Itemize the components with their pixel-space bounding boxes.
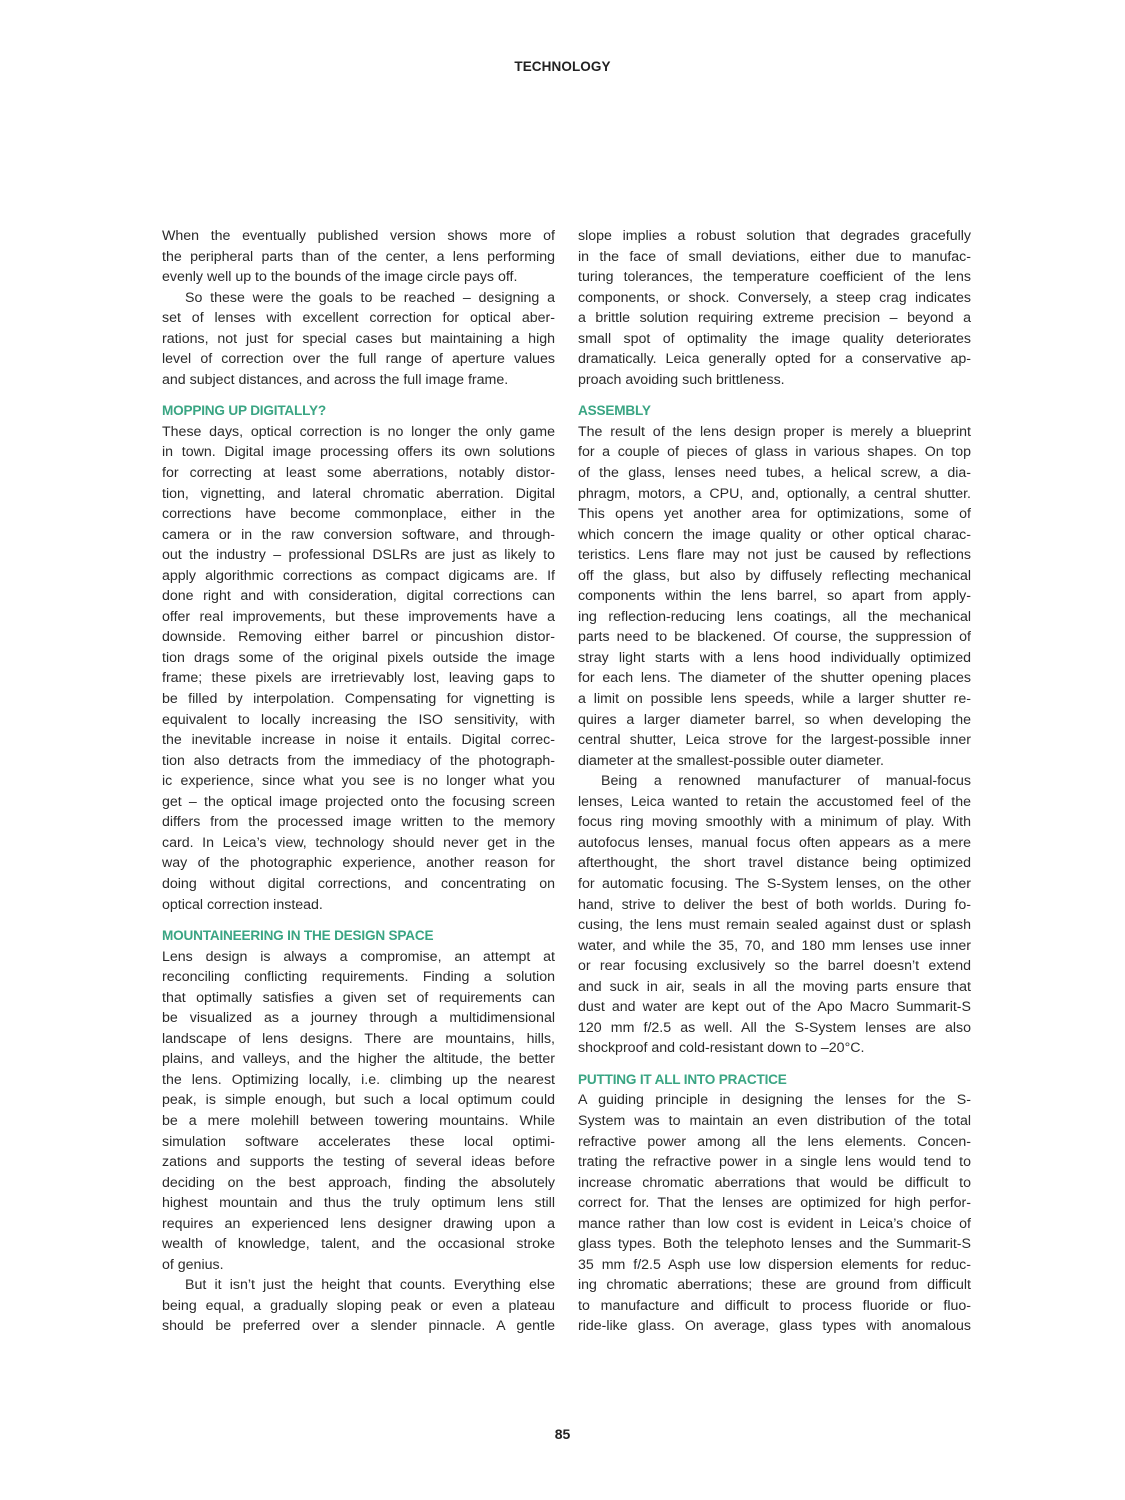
text-line: a brittle solution requiring extreme precision – beyond a [578,310,971,327]
text-line: focus ring moving smoothly with a minimum of play. With [578,814,971,831]
text-line: downside. Removing either barrel or pincushion distor- [162,629,555,646]
text-line: deciding on the best approach, finding the absolutely [162,1174,555,1191]
paragraph [162,226,555,288]
text-line: phragm, motors, a CPU, and, optionally, a central shutter. [578,485,971,502]
text-line: for correcting at least some aberrations, notably distor- [162,465,555,482]
text-line: ic experience, since what you see is no longer what you [162,773,555,790]
text-line: set of lenses with excellent correction for optical aber- [162,310,555,327]
page-number: 85 [554,1426,571,1442]
text-line: apply algorithmic corrections as compact digicams are. If [162,567,555,584]
text-line: landscape of lens designs. There are mountains, hills, [162,1030,555,1047]
text-line: for automatic focusing. The S-System lenses, on the other [578,875,971,892]
text-line: camera or in the raw conversion software, and through- [162,526,555,543]
text-line: increase chromatic aberrations that would be difficult to [578,1174,971,1191]
text-line: ing reflection-reducing lens coatings, all the mechanical [578,608,971,625]
text-line: for each lens. The diameter of the shutter opening places [578,670,971,687]
text-line: 35 mm f/2.5 Asph use low dispersion elements for reduc- [578,1256,971,1273]
text-line: way of the photographic experience, another reason for [162,855,555,872]
text-line: autofocus lenses, manual focus often appears as a mere [578,834,971,851]
text-line: stray light starts with a lens hood individually optimized [578,649,971,666]
text-line: requires an experienced lens designer drawing upon a [162,1215,555,1232]
text-line: for a couple of pieces of glass in various shapes. On top [578,444,971,461]
text-line: frame; these pixels are irretrievably lost, leaving gaps to [162,670,555,687]
text-line: lenses, Leica wanted to retain the accustomed feel of the [578,793,971,810]
text-line: turing tolerances, the temperature coefficient of the lens [578,269,971,286]
text-line: doing without digital corrections, and concentrating on [162,875,555,892]
text-line: central shutter, Leica strove for the largest-possible inner [578,732,971,749]
text-line: in the face of small deviations, either due to manufac- [578,248,971,265]
text-line: cusing, the lens must remain sealed against dust or splash [578,917,971,934]
text-line: These days, optical correction is no longer the only game [162,423,555,440]
section-heading: ASSEMBLY [578,403,651,419]
section-gap [162,915,555,926]
text-line: peak, is simple enough, but such a local optimum could [162,1092,555,1109]
text-line: of the glass, lenses need tubes, a helical screw, a dia- [578,465,971,482]
text-line: Being a renowned manufacturer of manual-focus [601,773,971,790]
text-line: Lens design is always a compromise, an attempt at [162,948,555,965]
text-line: tion also detracts from the immediacy of the photograph- [162,752,555,769]
text-line: off the glass, but also by diffusely reflecting mechanical [578,567,971,584]
text-line: mance rather than low cost is evident in Leica’s choice of [578,1215,971,1232]
text-line: hand, strive to deliver the best of both worlds. During fo- [578,896,971,913]
text-line: But it isn’t just the height that counts. Everything else [185,1277,555,1294]
text-line: wealth of knowledge, talent, and the occasional stroke [162,1236,555,1253]
text-line: trating the refractive power in a single lens would tend to [578,1154,971,1171]
text-line: components, or shock. Conversely, a steep crag indicates [578,289,971,306]
text-line: be a mere molehill between towering mountains. While [162,1112,555,1129]
paragraph [578,422,971,771]
text-line: simulation software accelerates these local optimi- [162,1133,555,1150]
text-line: to manufacture and difficult to process fluoride or fluo- [578,1297,971,1314]
section-gap [578,1059,971,1070]
text-line: or rear focusing exclusively so the barrel doesn’t extend [578,958,971,975]
text-line: should be preferred over a slender pinnacle. A gentle [162,1318,555,1335]
text-line: water, and while the 35, 70, and 180 mm lenses use inner [578,937,971,954]
text-line: equivalent to locally increasing the ISO sensitivity, with [162,711,555,728]
text-line: corrections have become commonplace, either in the [162,506,555,523]
text-line: proach avoiding such brittleness. [578,371,785,388]
text-line: refractive power among all the lens elements. Concen- [578,1133,971,1150]
text-line: diameter at the smallest-possible outer diameter. [578,752,884,769]
text-line: the lens. Optimizing locally, i.e. climbing up the nearest [162,1071,555,1088]
text-line: a limit on possible lens speeds, while a larger shutter re- [578,691,971,708]
text-line: 120 mm f/2.5 as well. All the S-System lenses are also [578,1019,971,1036]
text-line: When the eventually published version shows more of [162,228,555,244]
text-line: slope implies a robust solution that degrades gracefully [578,228,971,244]
text-line: dramatically. Leica generally opted for a conservative ap- [578,351,971,368]
text-line: zations and supports the testing of several ideas before [162,1154,555,1171]
paragraph [162,422,555,915]
text-line: evenly well up to the bounds of the image circle pays off. [162,269,518,286]
text-line: The result of the lens design proper is merely a blueprint [578,423,971,440]
text-line: be filled by interpolation. Compensating for vignetting is [162,691,555,708]
text-line: optical correction instead. [162,896,323,913]
text-line: afterthought, the short travel distance being optimized [578,855,971,872]
section-gap [578,390,971,401]
text-line: the peripheral parts than of the center, a lens performing [162,248,555,265]
text-line: done right and with consideration, digital corrections can [162,588,555,605]
text-line: So these were the goals to be reached – designing a [185,289,555,306]
paragraph [162,288,555,391]
text-line: components within the lens barrel, so apart from apply- [578,588,971,605]
text-line: be visualized as a journey through a multidimensional [162,1010,555,1027]
text-line: plains, and valleys, and the higher the altitude, the better [162,1051,555,1068]
text-line: get – the optical image projected onto the focusing screen [162,793,555,810]
text-line: highest mountain and thus the truly optimum lens still [162,1195,555,1212]
text-line: ride-like glass. On average, glass types with anomalous [578,1318,971,1335]
text-line: teristics. Lens flare may not just be caused by reflections [578,547,971,564]
text-line: ing chromatic aberrations; these are ground from difficult [578,1277,971,1294]
text-line: offer real improvements, but these improvements have a [162,608,555,625]
paragraph [578,226,971,390]
section-heading: MOUNTAINEERING IN THE DESIGN SPACE [162,928,434,944]
text-line: quires a larger diameter barrel, so when developing the [578,711,971,728]
paragraph [162,947,555,1276]
text-line: card. In Leica’s view, technology should never get in the [162,834,555,851]
text-line: glass types. Both the telephoto lenses and the Summarit-S [578,1236,971,1253]
text-line: of genius. [162,1256,224,1273]
text-line: that optimally satisfies a given set of requirements can [162,989,555,1006]
text-line: rations, not just for special cases but maintaining a high [162,330,555,347]
text-line: A guiding principle in designing the lenses for the S- [578,1092,971,1109]
text-line: System was to maintain an even distribution of the total [578,1112,971,1129]
section-gap [162,390,555,401]
text-line: out the industry – professional DSLRs are just as likely to [162,547,555,564]
text-line: tion, vignetting, and lateral chromatic aberration. Digital [162,485,555,502]
text-line: dust and water are kept out of the Apo Macro Summarit-S [578,999,971,1016]
text-line: differs from the processed image written to the memory [162,814,555,831]
text-line: level of correction over the full range of aperture values [162,351,555,368]
text-line: and suck in air, seals in all the moving parts ensure that [578,978,971,995]
text-line: shockproof and cold-resistant down to –20°C. [578,1040,865,1057]
section-heading: MOPPING UP DIGITALLY? [162,403,326,419]
text-line: This opens yet another area for optimizations, some of [578,506,971,523]
text-line: which concern the image quality or other optical charac- [578,526,971,543]
text-line: in town. Digital image processing offers its own solutions [162,444,555,461]
paragraph [578,771,971,1059]
text-line: parts need to be blackened. Of course, the suppression of [578,629,971,646]
paragraph [578,1090,971,1337]
text-line: the inevitable increase in noise it entails. Digital correc- [162,732,555,749]
running-head: TECHNOLOGY [514,59,611,74]
text-line: tion drags some of the original pixels outside the image [162,649,555,666]
text-line: small spot of optimality the image quality deteriorates [578,330,971,347]
text-line: being equal, a gradually sloping peak or even a plateau [162,1297,555,1314]
text-line: and subject distances, and across the full image frame. [162,371,509,388]
text-line: correct for. That the lenses are optimized for high perfor- [578,1195,971,1212]
text-column-right [578,226,971,1337]
paragraph [162,1275,555,1337]
text-column-left [162,226,555,1337]
section-heading: PUTTING IT ALL INTO PRACTICE [578,1071,787,1087]
text-line: reconciling conflicting requirements. Finding a solution [162,969,555,986]
